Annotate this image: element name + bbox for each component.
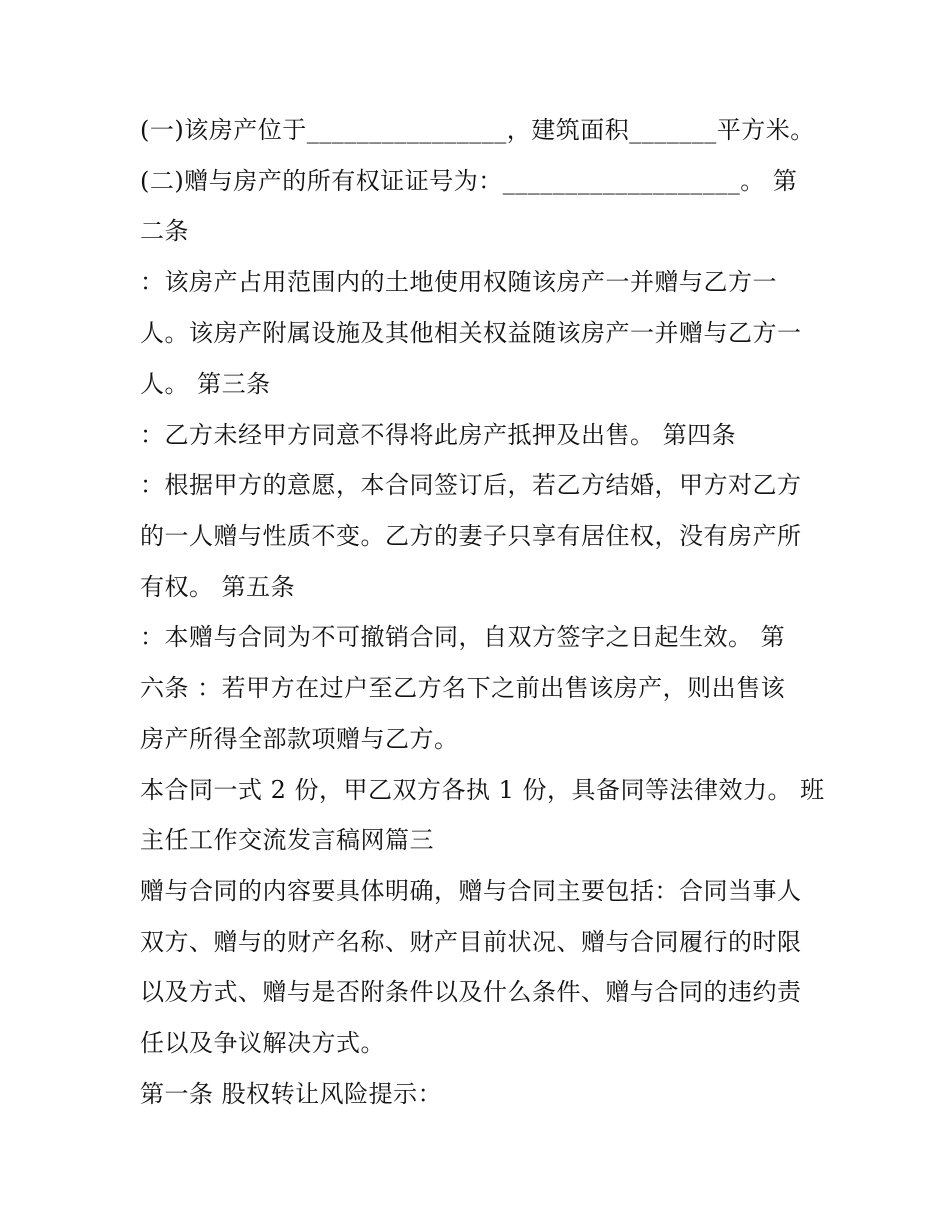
text-line: 的一人赠与性质不变。乙方的妻子只享有居住权，没有房产所 (140, 522, 802, 550)
text-line-article-2-heading: 二条 (140, 217, 189, 245)
text-line-section-heading: 主任工作交流发言稿网篇三 (140, 826, 434, 854)
text-line: ：根据甲方的意愿，本合同签订后，若乙方结婚，甲方对乙方 (140, 471, 802, 499)
text-line-certificate-number: (二)赠与房产的所有权证证号为：___________________。 第 (140, 167, 798, 195)
text-line-article-5-heading: 有权。 第五条 (140, 573, 296, 601)
text-line-article-1-heading: 第一条 股权转让风险提示： (140, 1080, 443, 1108)
text-line: 双方、赠与的财产名称、财产目前状况、赠与合同履行的时限 (140, 928, 802, 956)
text-line-article-6: 六条 ：若甲方在过户至乙方名下之前出售该房产，则出售该 (140, 674, 786, 702)
text-line-article-3-heading: 人。 第三条 (140, 370, 271, 398)
text-line-property-location: (一)该房产位于________________，建筑面积_______平方米。 (140, 116, 815, 144)
text-line: 人。该房产附属设施及其他相关权益随该房产一并赠与乙方一 (140, 319, 802, 347)
text-line-article-4-heading: ：乙方未经甲方同意不得将此房产抵押及出售。 第四条 (140, 421, 737, 449)
text-line: ：该房产占用范围内的土地使用权随该房产一并赠与乙方一 (140, 268, 777, 296)
text-line: 房产所得全部款项赠与乙方。 (140, 725, 459, 753)
text-line: ：本赠与合同为不可撤销合同，自双方签字之日起生效。 第 (140, 623, 786, 651)
text-line-copies: 本合同一式 2 份，甲乙双方各执 1 份，具备同等法律效力。 班 (140, 776, 825, 804)
text-line: 任以及争议解决方式。 (140, 1029, 385, 1057)
text-line: 以及方式、赠与是否附条件以及什么条件、赠与合同的违约责 (140, 978, 802, 1006)
text-line: 赠与合同的内容要具体明确，赠与合同主要包括：合同当事人 (140, 877, 802, 905)
